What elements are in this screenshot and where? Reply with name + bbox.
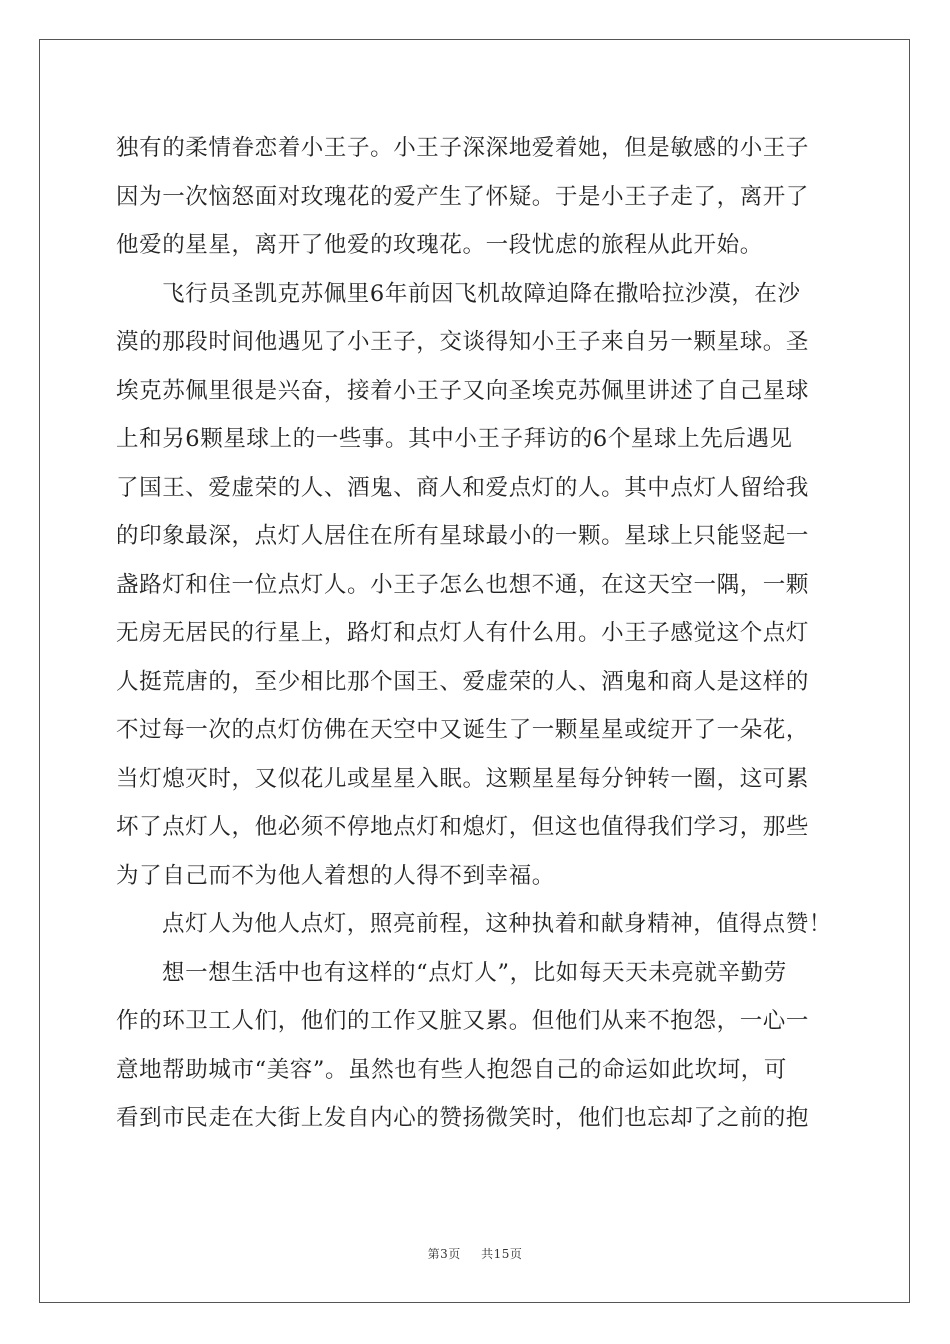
text-line: 盏路灯和住一位点灯人。小王子怎么也想不通，在这天空一隅，一颗 <box>116 571 810 598</box>
text-line: 因为一次恼怒面对玫瑰花的爱产生了怀疑。于是小王子走了，离开了 <box>116 183 810 210</box>
text-line: 作的环卫工人们，他们的工作又脏又累。但他们从来不抱怨，一心一 <box>116 1008 810 1034</box>
text-line: 看到市民走在大街上发自内心的赞扬微笑时，他们也忘却了之前的抱 <box>116 1105 810 1131</box>
text-line: 漠的那段时间他遇见了小王子，交谈得知小王子来自另一颗星球。圣 <box>116 329 810 355</box>
text-line: 的印象最深，点灯人居住在所有星球最小的一颗。星球上只能竖起一 <box>116 523 810 549</box>
paragraph-start-line: 点灯人为他人点灯，照亮前程，这种执着和献身精神，值得点赞！ <box>162 911 832 937</box>
page-number: 第3页 <box>427 1247 461 1261</box>
document-body <box>116 124 836 1143</box>
text-line: 他爱的星星，离开了他爱的玫瑰花。一段忧虑的旅程从此开始。 <box>116 232 763 258</box>
total-pages: 共15页 <box>481 1247 523 1261</box>
paragraph-start-line: 想一想生活中也有这样的“点灯人”，比如每天天未亮就辛勤劳 <box>162 959 787 986</box>
text-line: 埃克苏佩里很是兴奋，接着小王子又向圣埃克苏佩里讲述了自己星球 <box>116 377 810 404</box>
text-line: 独有的柔情眷恋着小王子。小王子深深地爱着她，但是敏感的小王子 <box>116 135 810 161</box>
text-line: 人挺荒唐的，至少相比那个国王、爱虚荣的人、酒鬼和商人是这样的 <box>116 668 810 695</box>
text-line: 无房无居民的行星上，路灯和点灯人有什么用。小王子感觉这个点灯 <box>116 620 810 646</box>
page-footer <box>0 1245 950 1262</box>
text-line: 当灯熄灭时，又似花儿或星星入眠。这颗星星每分钟转一圈，这可累 <box>116 765 810 792</box>
text-line: 了国王、爱虚荣的人、酒鬼、商人和爱点灯的人。其中点灯人留给我 <box>116 474 810 501</box>
text-line: 不过每一次的点灯仿佛在天空中又诞生了一颗星星或绽开了一朵花， <box>116 717 810 743</box>
text-line: 坏了点灯人，他必须不停地点灯和熄灯，但这也值得我们学习，那些 <box>116 814 810 840</box>
text-line: 意地帮助城市“美容”。虽然也有些人抱怨自己的命运如此坎坷，可 <box>116 1056 788 1083</box>
text-line: 上和另6颗星球上的一些事。其中小王子拜访的6个星球上先后遇见 <box>116 426 793 452</box>
text-line: 为了自己而不为他人着想的人得不到幸福。 <box>116 862 555 889</box>
paragraph-start-line: 飞行员圣凯克苏佩里6年前因飞机故障迫降在撒哈拉沙漠，在沙 <box>162 280 801 307</box>
